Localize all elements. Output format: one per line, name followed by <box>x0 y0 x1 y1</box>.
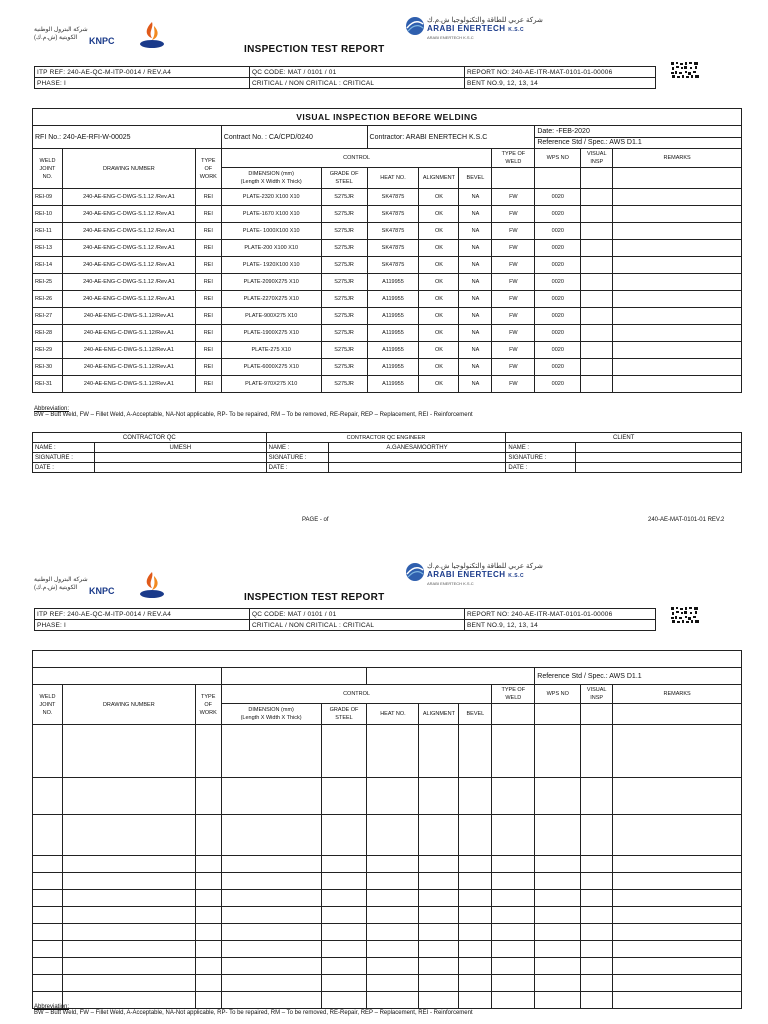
cell-grade: S275JR <box>321 308 367 325</box>
cell-weld: FW <box>492 274 535 291</box>
cell-joint: REI-26 <box>33 291 63 308</box>
cell-wps: 0020 <box>535 291 581 308</box>
cell-drawing: 240-AE-ENG-C-DWG-S.1.12 /Rev.A1 <box>62 291 195 308</box>
table-row <box>33 725 742 778</box>
cell-joint: REI-14 <box>33 257 63 274</box>
cell-drawing: 240-AE-ENG-C-DWG-S.1.12/Rev.A1 <box>62 376 195 393</box>
cell-grade: S275JR <box>321 274 367 291</box>
knpc-name: KNPC <box>89 36 115 46</box>
cell-joint: REI-13 <box>33 240 63 257</box>
section-title: VISUAL INSPECTION BEFORE WELDING <box>33 109 742 126</box>
cell-dim: PLATE-2320 X100 X10 <box>221 189 321 206</box>
cell-heat: SK47875 <box>367 189 419 206</box>
report-page-2 <box>0 548 768 1024</box>
cell-bevel: NA <box>459 342 492 359</box>
itp-ref: ITP REF: 240-AE-QC-M-ITP-0014 / REV.A4 <box>35 67 250 78</box>
cell-work: REI <box>195 376 221 393</box>
cell-heat: A119955 <box>367 325 419 342</box>
table-row <box>33 941 742 958</box>
col-type-of-weld: TYPE OF WELD <box>492 149 535 168</box>
cell-wps: 0020 <box>535 240 581 257</box>
cell-heat: A119955 <box>367 359 419 376</box>
cell-align: OK <box>419 325 459 342</box>
table-row <box>33 189 742 206</box>
cell-joint: REI-10 <box>33 206 63 223</box>
cell-align: OK <box>419 240 459 257</box>
cell-weld: FW <box>492 376 535 393</box>
cell-dim: PLATE-6000X275 X10 <box>221 359 321 376</box>
col-visual-insp: VISUAL INSP <box>581 149 613 168</box>
cell-dim: PLATE-2090X275 X10 <box>221 274 321 291</box>
qr-code-icon <box>670 61 700 79</box>
cell-align: OK <box>419 376 459 393</box>
cell-drawing: 240-AE-ENG-C-DWG-S.1.12 /Rev.A1 <box>62 257 195 274</box>
blank-inspection-table: Reference Std / Spec.: AWS D1.1 WELD JOINT NO. DRAWING NUMBER TYPE OF WORK CONTROL TYPE OF WELD WPS NO VISUAL INSP REMARKS DIMENSION (mm) (Length X Width X Thick) GRADE OF STEEL HEAT NO. ALIGNMENT BEVEL <box>32 650 742 1009</box>
page-number: PAGE - of <box>302 517 329 523</box>
cell-bevel: NA <box>459 308 492 325</box>
phase: PHASE: I <box>35 78 250 89</box>
cell-joint: REI-25 <box>33 274 63 291</box>
cell-wps: 0020 <box>535 206 581 223</box>
table-row <box>33 308 742 325</box>
cell-heat: A119955 <box>367 291 419 308</box>
cell-align: OK <box>419 223 459 240</box>
cell-joint: REI-31 <box>33 376 63 393</box>
cell-weld: FW <box>492 291 535 308</box>
cell-wps: 0020 <box>535 274 581 291</box>
col-remarks: REMARKS <box>613 149 742 168</box>
cell-dim: PLATE-900X275 X10 <box>221 308 321 325</box>
cell-drawing: 240-AE-ENG-C-DWG-S.1.12 /Rev.A1 <box>62 274 195 291</box>
col-drawing-number: DRAWING NUMBER <box>62 149 195 189</box>
cell-align: OK <box>419 291 459 308</box>
knpc-flame-icon <box>134 570 170 602</box>
qc-name: UMESH <box>94 443 266 453</box>
abbreviations: Abbreviation: BW – Butt Weld, FW – Fillet Weld, A-Acceptable, NA-Not applicable, RP- To be repaired, RM – To be removed, RE-Repair, REP – Replacement, REI - Reinforcement <box>34 406 473 418</box>
cell-heat: A119955 <box>367 376 419 393</box>
cell-joint: REI-11 <box>33 223 63 240</box>
report-title: INSPECTION TEST REPORT <box>244 44 385 55</box>
table-row <box>33 223 742 240</box>
cell-work: REI <box>195 206 221 223</box>
cell-dim: PLATE-1670 X100 X10 <box>221 206 321 223</box>
cell-grade: S275JR <box>321 189 367 206</box>
cell-align: OK <box>419 342 459 359</box>
cell-joint: REI-28 <box>33 325 63 342</box>
header-info-table: ITP REF: 240-AE-QC-M-ITP-0014 / REV.A4 QC CODE: MAT / 0101 / 01 REPORT NO: 240-AE-ITR-MAT-0101-01-00006 PHASE: I CRITICAL / NON CRITICAL : CRITICAL BENT NO.9, 12, 13, 14 <box>34 608 656 631</box>
cell-align: OK <box>419 308 459 325</box>
cell-joint: REI-09 <box>33 189 63 206</box>
cell-drawing: 240-AE-ENG-C-DWG-S.1.12/Rev.A1 <box>62 325 195 342</box>
cell-weld: FW <box>492 240 535 257</box>
cell-heat: SK47875 <box>367 223 419 240</box>
cell-drawing: 240-AE-ENG-C-DWG-S.1.12 /Rev.A1 <box>62 240 195 257</box>
abbreviations: Abbreviation: BW – Butt Weld, FW – Fillet Weld, A-Acceptable, NA-Not applicable, RP- To be repaired, RM – To be removed, RE-Repair, REP – Replacement, REI - Reinforcement <box>34 1004 473 1016</box>
cell-dim: PLATE-2270X275 X10 <box>221 291 321 308</box>
report-title: INSPECTION TEST REPORT <box>244 592 385 603</box>
table-row <box>33 376 742 393</box>
cell-dim: PLATE-200 X100 X10 <box>221 240 321 257</box>
table-row <box>33 975 742 992</box>
cell-joint: REI-30 <box>33 359 63 376</box>
doc-code: 240-AE-MAT-0101-01 REV.2 <box>648 517 725 523</box>
cell-bevel: NA <box>459 274 492 291</box>
col-grade: GRADE OF STEEL <box>321 168 367 189</box>
cell-work: REI <box>195 359 221 376</box>
table-row <box>33 257 742 274</box>
signature-table: CONTRACTOR QC CONTRACTOR QC ENGINEER CLIENT NAME : UMESH NAME : A.GANESAMOORTHY NAME : SIGNATURE : SIGNATURE : SIGNATURE : DATE : DATE : DATE : <box>32 432 742 473</box>
cell-heat: A119955 <box>367 274 419 291</box>
cell-work: REI <box>195 291 221 308</box>
contractor-qc-engineer-heading: CONTRACTOR QC ENGINEER <box>266 433 506 443</box>
cell-drawing: 240-AE-ENG-C-DWG-S.1.12/Rev.A1 <box>62 359 195 376</box>
critical-status: CRITICAL / NON CRITICAL : CRITICAL <box>250 78 465 89</box>
reference-spec: Reference Std / Spec.: AWS D1.1 <box>535 137 742 149</box>
cell-bevel: NA <box>459 189 492 206</box>
col-wps-no: WPS NO <box>535 149 581 168</box>
cell-grade: S275JR <box>321 342 367 359</box>
cell-align: OK <box>419 257 459 274</box>
cell-work: REI <box>195 240 221 257</box>
cell-dim: PLATE-275 X10 <box>221 342 321 359</box>
table-row <box>33 325 742 342</box>
arabi-enertech-logo: شركة عربي للطاقة والتكنولوجيا ش.م.ك ARABI ENERTECH K.S.C ARABI ENERTECH K.S.C <box>405 562 555 594</box>
cell-wps: 0020 <box>535 325 581 342</box>
cell-work: REI <box>195 257 221 274</box>
table-row <box>33 958 742 975</box>
cell-work: REI <box>195 223 221 240</box>
arabi-name: ARABI ENERTECH K.S.C <box>427 570 525 579</box>
cell-grade: S275JR <box>321 291 367 308</box>
cell-heat: SK47875 <box>367 257 419 274</box>
cell-bevel: NA <box>459 206 492 223</box>
table-row <box>33 342 742 359</box>
table-row <box>33 778 742 815</box>
col-type-of-work: TYPE OF WORK <box>195 149 221 189</box>
cell-joint: REI-27 <box>33 308 63 325</box>
cell-weld: FW <box>492 325 535 342</box>
cell-wps: 0020 <box>535 189 581 206</box>
cell-align: OK <box>419 206 459 223</box>
cell-grade: S275JR <box>321 325 367 342</box>
cell-weld: FW <box>492 308 535 325</box>
knpc-name: KNPC <box>89 586 115 596</box>
cell-bevel: NA <box>459 257 492 274</box>
table-row <box>33 815 742 856</box>
cell-grade: S275JR <box>321 240 367 257</box>
col-alignment: ALIGNMENT <box>419 168 459 189</box>
table-row <box>33 890 742 907</box>
cell-weld: FW <box>492 257 535 274</box>
report-no: REPORT NO: 240-AE-ITR-MAT-0101-01-00006 <box>465 67 656 78</box>
cell-grade: S275JR <box>321 359 367 376</box>
cell-heat: SK47875 <box>367 240 419 257</box>
cell-grade: S275JR <box>321 223 367 240</box>
cell-grade: S275JR <box>321 257 367 274</box>
table-row <box>33 907 742 924</box>
cell-align: OK <box>419 189 459 206</box>
rfi-no: RFI No.: 240-AE-RFI-W-00025 <box>33 126 222 149</box>
cell-dim: PLATE- 1920X100 X10 <box>221 257 321 274</box>
arabi-globe-icon <box>405 562 425 582</box>
blank-rows <box>33 725 742 1009</box>
visual-inspection-table <box>32 108 742 393</box>
table-row <box>33 274 742 291</box>
client-heading: CLIENT <box>506 433 742 443</box>
cell-dim: PLATE-1900X275 X10 <box>221 325 321 342</box>
cell-work: REI <box>195 274 221 291</box>
cell-drawing: 240-AE-ENG-C-DWG-S.1.12 /Rev.A1 <box>62 223 195 240</box>
table-row <box>33 359 742 376</box>
header-info-table <box>34 66 656 89</box>
contractor-qc-heading: CONTRACTOR QC <box>33 433 267 443</box>
cell-bevel: NA <box>459 376 492 393</box>
cell-drawing: 240-AE-ENG-C-DWG-S.1.12/Rev.A1 <box>62 308 195 325</box>
contractor: Contractor: ARABI ENERTECH K.S.C <box>367 126 535 149</box>
cell-wps: 0020 <box>535 223 581 240</box>
bent-no: BENT NO.9, 12, 13, 14 <box>465 78 656 89</box>
col-dimension: DIMENSION (mm) (Length X Width X Thick) <box>221 168 321 189</box>
arabi-name: ARABI ENERTECH K.S.C <box>427 24 525 33</box>
knpc-logo: شركة البترول الوطنية الكويتية (ش.م.ك) KNPC <box>34 570 174 604</box>
table-row <box>33 206 742 223</box>
cell-wps: 0020 <box>535 376 581 393</box>
reference-spec: Reference Std / Spec.: AWS D1.1 <box>535 668 742 685</box>
qc-code: QC CODE: MAT / 0101 / 01 <box>250 67 465 78</box>
report-date: Date: -FEB-2020 <box>535 126 742 138</box>
inspection-rows <box>33 189 742 393</box>
cell-bevel: NA <box>459 325 492 342</box>
cell-bevel: NA <box>459 359 492 376</box>
col-control: CONTROL <box>221 149 492 168</box>
cell-work: REI <box>195 189 221 206</box>
cell-grade: S275JR <box>321 376 367 393</box>
cell-bevel: NA <box>459 291 492 308</box>
cell-grade: S275JR <box>321 206 367 223</box>
table-row <box>33 924 742 941</box>
contract-no: Contract No. : CA/CPD/0240 <box>221 126 367 149</box>
cell-wps: 0020 <box>535 257 581 274</box>
cell-bevel: NA <box>459 223 492 240</box>
cell-heat: A119955 <box>367 308 419 325</box>
cell-drawing: 240-AE-ENG-C-DWG-S.1.12/Rev.A1 <box>62 342 195 359</box>
cell-drawing: 240-AE-ENG-C-DWG-S.1.12 /Rev.A1 <box>62 206 195 223</box>
cell-weld: FW <box>492 206 535 223</box>
cell-align: OK <box>419 274 459 291</box>
cell-dim: PLATE- 1000X100 X10 <box>221 223 321 240</box>
col-weld-joint: WELD JOINT NO. <box>33 149 63 189</box>
qr-code-icon <box>670 606 700 624</box>
col-heat-no: HEAT NO. <box>367 168 419 189</box>
cell-work: REI <box>195 342 221 359</box>
arabi-globe-icon <box>405 16 425 36</box>
cell-weld: FW <box>492 223 535 240</box>
cell-weld: FW <box>492 359 535 376</box>
table-row <box>33 856 742 873</box>
cell-wps: 0020 <box>535 359 581 376</box>
knpc-logo: شركة البترول الوطنية الكويتية (ش.م.ك) KNPC <box>34 20 174 54</box>
cell-work: REI <box>195 325 221 342</box>
knpc-flame-icon <box>134 20 170 52</box>
cell-wps: 0020 <box>535 308 581 325</box>
cell-drawing: 240-AE-ENG-C-DWG-S.1.12 /Rev.A1 <box>62 189 195 206</box>
arabi-enertech-logo: شركة عربي للطاقة والتكنولوجيا ش.م.ك ARABI ENERTECH K.S.C ARABI ENERTECH K.S.C <box>405 16 555 48</box>
cell-bevel: NA <box>459 240 492 257</box>
cell-heat: A119955 <box>367 342 419 359</box>
table-row <box>33 291 742 308</box>
cell-joint: REI-29 <box>33 342 63 359</box>
cell-heat: SK47875 <box>367 206 419 223</box>
cell-wps: 0020 <box>535 342 581 359</box>
cell-work: REI <box>195 308 221 325</box>
table-row <box>33 240 742 257</box>
engineer-name: A.GANESAMOORTHY <box>328 443 506 453</box>
table-row <box>33 873 742 890</box>
cell-dim: PLATE-970X275 X10 <box>221 376 321 393</box>
cell-align: OK <box>419 359 459 376</box>
cell-weld: FW <box>492 342 535 359</box>
cell-weld: FW <box>492 189 535 206</box>
col-bevel: BEVEL <box>459 168 492 189</box>
